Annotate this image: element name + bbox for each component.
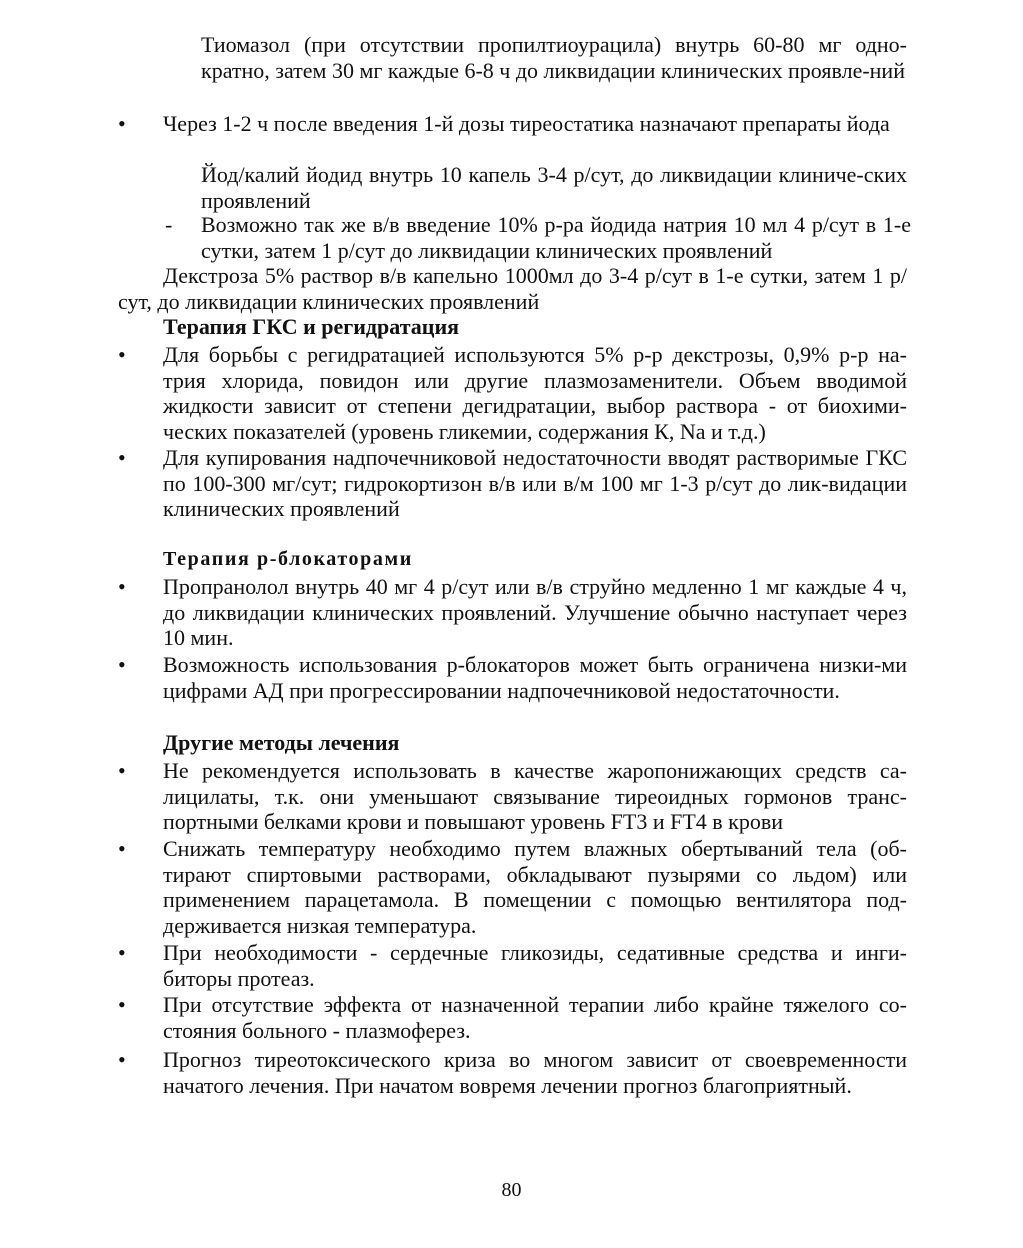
thiamazole-paragraph: Тиомазол (при отсутствии пропилтиоурацила) внутрь 60-80 мг одно-кратно, затем 30 мг каждые 6-8 ч до ликвидации клинических проявле-ний bbox=[201, 32, 907, 83]
dash-marker: - bbox=[165, 212, 173, 237]
sodium-iodide-paragraph: Возможно так же в/в введение 10% р-ра йодида натрия 10 мл 4 р/сут в 1-е сутки, затем 1 р/сут до ликвидации клинических проявлений bbox=[201, 212, 911, 263]
adrenal-insufficiency-item: Для купирования надпочечниковой недостаточности вводят растворимые ГКС по 100-300 мг/сут; гидрокортизон в/в или в/м 100 мг 1-3 р/сут до лик-видации клинических проявлений bbox=[163, 445, 907, 522]
glycosides-item: При необходимости - сердечные гликозиды, седативные средства и инги-биторы протеаз. bbox=[163, 940, 907, 991]
section-heading-gcs: Терапия ГКС и регидратация bbox=[163, 314, 460, 339]
dextrose-paragraph: Декстроза 5% раствор в/в капельно 1000мл до 3-4 р/сут в 1-е сутки, затем 1 р/сут, до ликвидации клинических проявлений bbox=[118, 263, 907, 314]
rehydration-item: Для борьбы с регидратацией используются 5% р-р декстрозы, 0,9% р-р на-трия хлорида, повидон или другие плазмозаменители. Объем вводимой жидкости зависит от степени дегидратации, выбор раствора - от биохими-ческих показателей (уровень гликемии, содержания К, Na и т.д.) bbox=[163, 342, 907, 444]
propranolol-item: Пропранолол внутрь 40 мг 4 р/сут или в/в струйно медленно 1 мг каждые 4 ч, до ликвидации клинических проявлений. Улучшение обычно наступает через 10 мин. bbox=[163, 574, 907, 651]
bullet-marker: • bbox=[118, 1047, 126, 1072]
page-number: 80 bbox=[501, 1179, 522, 1201]
bullet-marker: • bbox=[118, 940, 126, 965]
prognosis-item: Прогноз тиреотоксического криза во многом зависит от своевременности начатого лечения. При начатом вовремя лечении прогноз благоприятный. bbox=[163, 1047, 907, 1098]
section-heading-beta-blockers: Терапия р-блокаторами bbox=[163, 548, 413, 570]
bullet-marker: • bbox=[118, 445, 126, 470]
section-heading-other-methods: Другие методы лечения bbox=[163, 730, 400, 755]
beta-blocker-limit-item: Возможность использования р-блокаторов может быть ограничена низки-ми цифрами АД при прогрессировании надпочечниковой недостаточности. bbox=[163, 652, 907, 703]
cooling-item: Снижать температуру необходимо путем влажных обертываний тела (об-тирают спиртовыми растворами, обкладывают пузырями со льдом) или применением парацетамола. В помещении с помощью вентилятора под-держивается низкая температура. bbox=[163, 836, 907, 938]
bullet-marker: • bbox=[118, 836, 126, 861]
bullet-marker: • bbox=[118, 342, 126, 367]
potassium-iodide-paragraph: Йод/калий йодид внутрь 10 капель 3-4 р/сут, до ликвидации клиниче-ских проявлений bbox=[201, 162, 907, 213]
bullet-marker: • bbox=[118, 758, 126, 783]
iodine-bullet-text: Через 1-2 ч после введения 1-й дозы тиреостатика назначают препараты йода bbox=[163, 111, 890, 136]
salicylates-item: Не рекомендуется использовать в качестве жаропонижающих средств са-лицилаты, т.к. они уменьшают связывание тиреоидных гормонов транс-портными белками крови и повышают уровень FT3 и FT4 в крови bbox=[163, 758, 907, 835]
bullet-marker: • bbox=[118, 992, 126, 1017]
bullet-marker: • bbox=[118, 574, 126, 599]
plasmapheresis-item: При отсутствие эффекта от назначенной терапии либо крайне тяжелого со-стояния больного - плазмоферез. bbox=[163, 992, 907, 1043]
bullet-marker: • bbox=[118, 652, 126, 677]
bullet-marker: • bbox=[118, 111, 126, 136]
